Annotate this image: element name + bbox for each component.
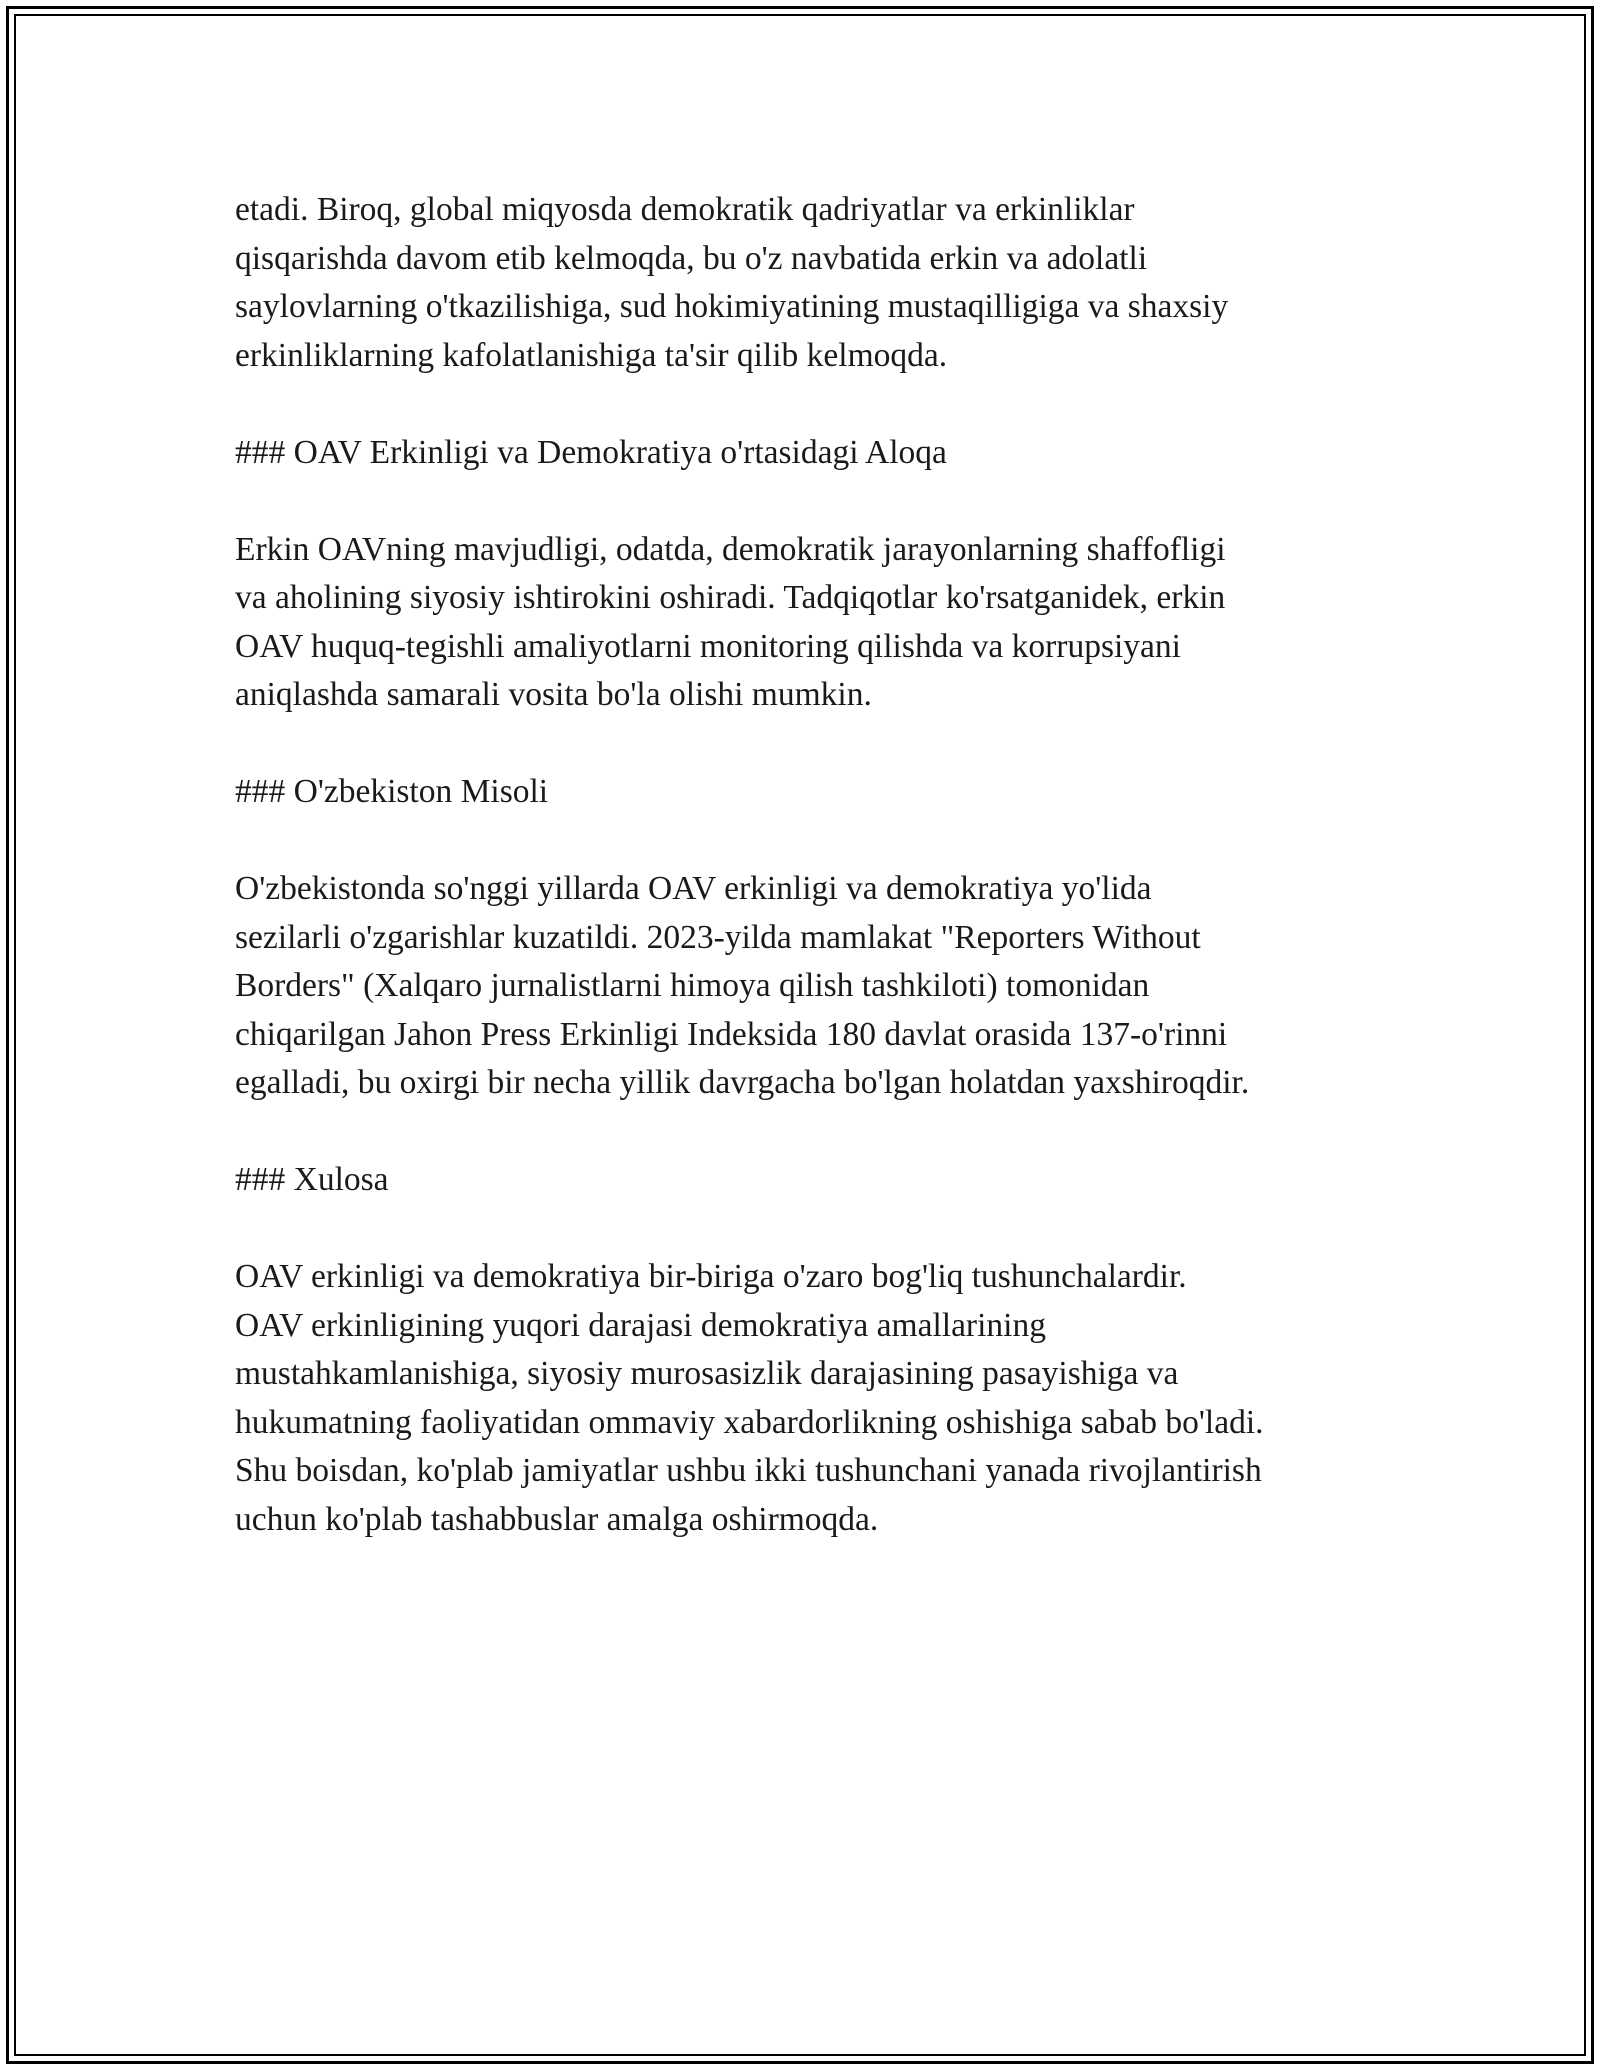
section-heading-conclusion: ### Xulosa	[235, 1161, 389, 1198]
document-body	[235, 186, 1370, 1593]
paragraph-uzbekistan-example: O'zbekistonda so'nggi yillarda OAV erkinligi va demokratiya yo'lida sezilarli o'zgarishlar kuzatildi. 2023-yilda mamlakat "Reporters Without Borders" (Xalqaro jurnalistlarni himoya qilish tashkiloti) tomonidan chiqarilgan Jahon Press Erkinligi Indeksida 180 davlat orasida 137-o'rinni egalladi, bu oxirgi bir necha yillik davrgacha bo'lgan holatdan yaxshiroqdir.	[235, 870, 1250, 1101]
section-heading-media-democracy-link: ### OAV Erkinligi va Demokratiya o'rtasidagi Aloqa	[235, 433, 947, 471]
paragraph-intro-continuation: etadi. Biroq, global miqyosda demokratik qadriyatlar va erkinliklar qisqarishda davom etib kelmoqda, bu o'z navbatida erkin va adolatli saylovlarning o'tkazilishiga, sud hokimiyatining mustaqilligiga va shaxsiy erkinliklarning kafolatlanishiga ta'sir qilib kelmoqda.	[235, 191, 1229, 374]
paragraph-conclusion: OAV erkinligi va demokratiya bir-biriga o'zaro bog'liq tushunchalardir. OAV erkinligining yuqori darajasi demokratiya amallarining mustahkamlanishiga, siyosiy murosasizlik darajasining pasayishiga va hukumatning faoliyatidan ommaviy xabardorlikning oshishiga sabab bo'ladi. Shu boisdan, ko'plab jamiyatlar ushbu ikki tushunchani yanada rivojlantirish uchun ko'plab tashabbuslar amalga oshirmoqda.	[235, 1258, 1264, 1538]
section-heading-uzbekistan-example: ### O'zbekiston Misoli	[235, 773, 549, 810]
paragraph-media-democracy-link: Erkin OAVning mavjudligi, odatda, demokratik jarayonlarning shaffofligi va aholining siyosiy ishtirokini oshiradi. Tadqiqotlar ko'rsatganidek, erkin OAV huquq-tegishli amaliyotlarni monitoring qilishda va korrupsiyani aniqlashda samarali vosita bo'la olishi mumkin.	[235, 530, 1226, 713]
